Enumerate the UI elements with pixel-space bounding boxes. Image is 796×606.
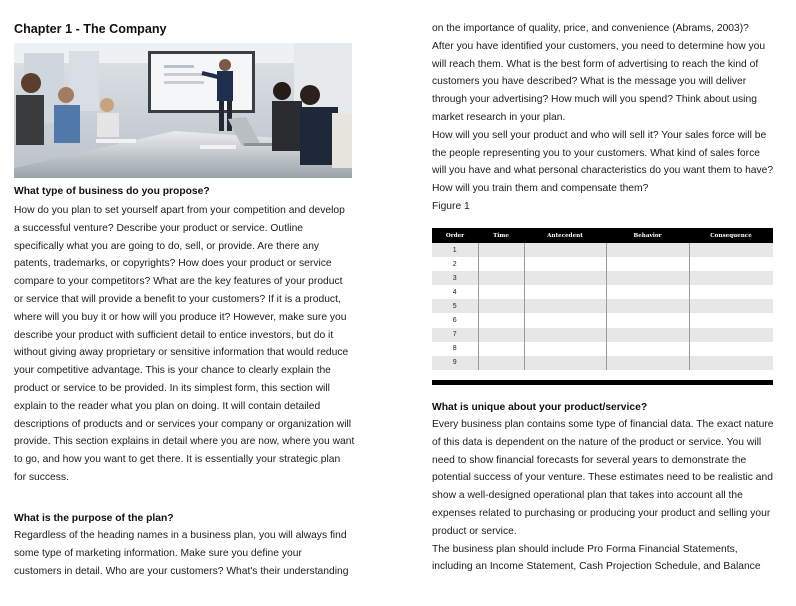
text-line: some type of marketing information. Make sure you define your: [14, 547, 302, 559]
text-line: expenses related to purchasing or producing your product and selling your: [432, 507, 771, 519]
table-cell: [524, 271, 606, 285]
text-line: need to show financial forecasts for several years to demonstrate the: [432, 454, 747, 466]
table-cell: [606, 299, 689, 313]
text-line: of this data is dependent on the nature of the product or service. You will: [432, 436, 762, 448]
table-cell: [606, 271, 689, 285]
text-line: After you have identified your customers, you need to determine how you: [432, 40, 766, 52]
order-cell: 3: [432, 271, 478, 285]
table-cell: [606, 243, 689, 257]
table-cell: [606, 328, 689, 342]
order-cell: 4: [432, 285, 478, 299]
table-cell: [478, 313, 524, 327]
table-cell: [689, 313, 773, 327]
section-business-type-body: [14, 202, 354, 487]
figure-label: Figure 1: [432, 200, 470, 212]
table-row: [432, 342, 773, 356]
table-cell: [524, 313, 606, 327]
text-line: product or service to be provided. In its simplest form, this section will: [14, 382, 330, 394]
text-line: compare to your competitors? What are the key features of your product: [14, 276, 343, 288]
table-cell: [689, 328, 773, 342]
section-plan-purpose: [14, 513, 174, 524]
text-line: How do you plan to set yourself apart from your competition and develop: [14, 205, 345, 216]
text-line: customers you have described? What is the message you will deliver: [432, 76, 747, 88]
text-line: descriptions of products and or services your company or organization will: [14, 418, 352, 430]
section-heading: What type of business do you propose?: [14, 186, 210, 197]
text-line: on the importance of quality, price, and convenience (Abrams, 2003)?: [432, 23, 749, 34]
text-line: to go, and how you want to get there. It is essentially your strategic plan: [14, 454, 341, 466]
table-cell: [478, 285, 524, 299]
text-line: The business plan should include Pro Forma Financial Statements,: [432, 543, 738, 555]
text-line: explain to the reader what you plan on doing. It will contain detailed: [14, 400, 321, 412]
table-cell: [689, 257, 773, 271]
text-line: customers in detail. Who are your customers? What's their understanding: [14, 565, 349, 577]
table-cell: [524, 243, 606, 257]
text-line: specifically what you are going to do, sell, or provide. Are there any: [14, 240, 320, 252]
table-cell: [689, 243, 773, 257]
table-cell: [606, 342, 689, 356]
section-plan-purpose-body: [14, 527, 348, 580]
header-time: Time: [478, 228, 524, 243]
table-cell: [689, 271, 773, 285]
section-heading: What is the purpose of the plan?: [14, 513, 174, 524]
table-cell: [606, 313, 689, 327]
table-cell: [524, 299, 606, 313]
table-cell: [478, 328, 524, 342]
table-row: [432, 299, 773, 313]
order-cell: 8: [432, 342, 478, 356]
table-cell: [606, 257, 689, 271]
text-line: or service that will provide a benefit to your customers? If it is a product,: [14, 293, 341, 305]
text-line: How will you sell your product and who will sell it? Your sales force will be: [432, 129, 767, 141]
table-cell: [478, 257, 524, 271]
text-line: including an Income Statement, Cash Projection Schedule, and Balance: [432, 561, 761, 573]
order-cell: 9: [432, 356, 478, 370]
header-antecedent: Antecedent: [524, 228, 606, 243]
text-line: Every business plan contains some type of financial data. The exact nature: [432, 419, 774, 430]
order-cell: 1: [432, 243, 478, 257]
table-cell: [524, 342, 606, 356]
text-line: patents, trademarks, or copyrights? How does your product or service: [14, 258, 332, 270]
meeting-illustration: [14, 43, 352, 178]
table-cell: [606, 356, 689, 370]
header-behavior: Behavior: [606, 228, 689, 243]
text-line: will reach them. What is the best form of advertising to reach the kind of: [432, 58, 759, 70]
table-cell: [478, 342, 524, 356]
header-consequence: Consequence: [689, 228, 773, 243]
section-heading: What is unique about your product/service?: [432, 402, 648, 413]
table-cell: [478, 271, 524, 285]
table-cell: [689, 356, 773, 370]
table-row: [432, 356, 773, 370]
table-cell: [689, 285, 773, 299]
order-cell: 5: [432, 299, 478, 313]
table-cell: [478, 243, 524, 257]
section-business-type: [14, 186, 210, 197]
text-line: without giving away proprietary or sensitive information that would reduce: [14, 347, 349, 359]
text-line: a successful venture? Describe your product or service. Outline: [14, 222, 304, 234]
text-line: How will you train them and compensate them?: [432, 183, 649, 195]
table-cell: [524, 356, 606, 370]
text-line: your competitive advantage. This is your chance to clearly explain the: [14, 365, 331, 377]
table-cell: [524, 257, 606, 271]
text-line: through your advertising? How much will you spend? Think about using: [432, 94, 757, 106]
text-line: describe your product with sufficient detail to entice investors, but do it: [14, 329, 334, 341]
table-cell: [606, 285, 689, 299]
page-title: Chapter 1 - The Company: [14, 22, 167, 36]
text-line: the people representing you to your customers. What kind of sales force: [432, 147, 760, 159]
table-header-row: [432, 228, 773, 243]
table-cell: [524, 328, 606, 342]
text-line: show a well-designed operational plan that takes into account all the: [432, 490, 743, 502]
table-row: [432, 313, 773, 327]
meeting-photo: [14, 43, 352, 178]
table-cell: [478, 299, 524, 313]
table-row: [432, 285, 773, 299]
order-cell: 2: [432, 257, 478, 271]
text-line: market research in your plan.: [432, 111, 566, 123]
order-cell: 6: [432, 313, 478, 327]
text-line: provide. This section explains in detail where you are now, where you want: [14, 436, 355, 448]
table-cell: [689, 342, 773, 356]
table-cell: [689, 299, 773, 313]
marketing-paragraph: [432, 20, 773, 216]
table-row: [432, 271, 773, 285]
table-row: [432, 328, 773, 342]
table-bottom-rule: [432, 380, 773, 385]
text-line: potential success of your venture. These estimates need to be realistic and: [432, 472, 773, 484]
table-cell: [478, 356, 524, 370]
section-unique: [432, 402, 647, 413]
order-cell: 7: [432, 328, 478, 342]
text-line: product or service.: [432, 525, 517, 537]
text-line: where will you buy it or how will you produce it? However, make sure you: [14, 311, 347, 323]
abc-table: [432, 228, 773, 370]
table-cell: [524, 285, 606, 299]
text-line: Regardless of the heading names in a business plan, you will always find: [14, 530, 347, 541]
section-unique-body: [432, 416, 774, 576]
text-line: for success.: [14, 471, 69, 483]
header-order: Order: [432, 228, 478, 243]
text-line: will you have and what personal characteristics do you want them to have?: [432, 165, 774, 177]
table-row: [432, 243, 773, 257]
table-row: [432, 257, 773, 271]
